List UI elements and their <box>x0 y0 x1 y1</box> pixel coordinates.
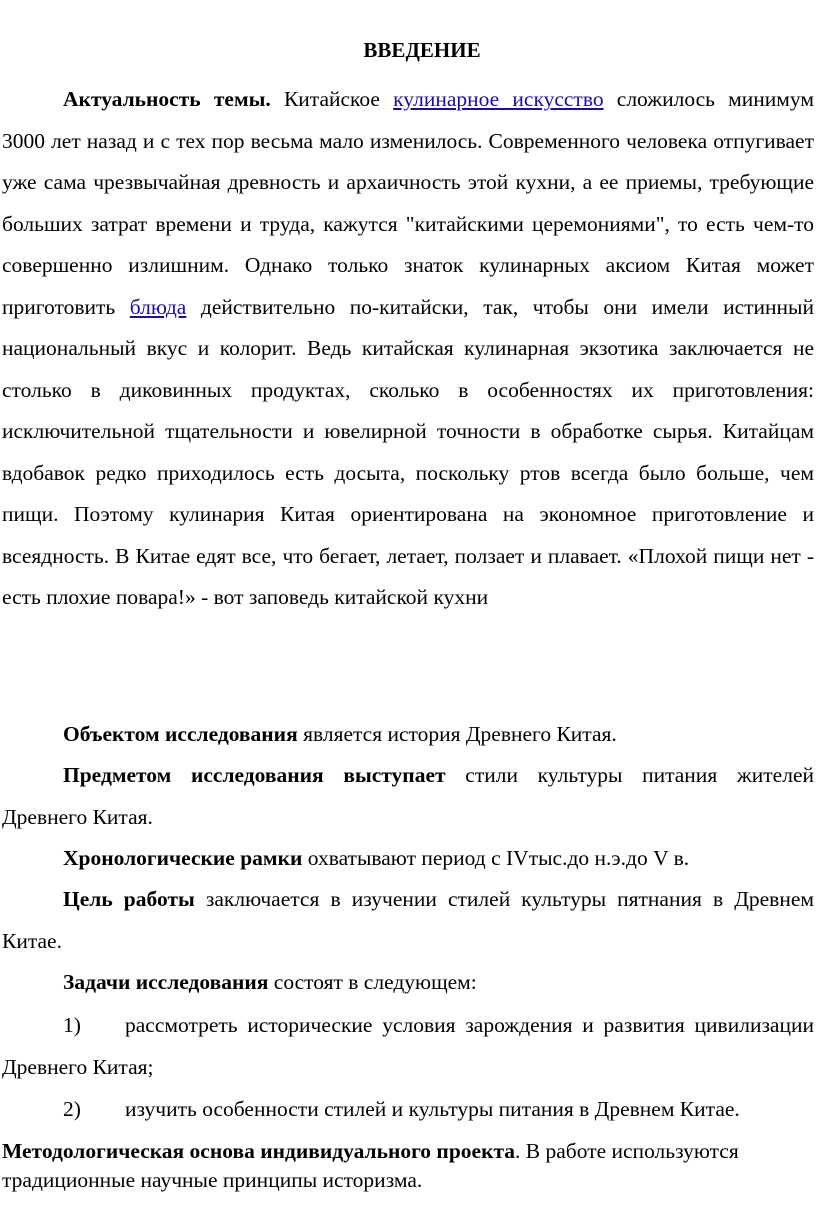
task-item-2 <box>2 1089 814 1131</box>
subject-heading: Предметом исследования выступает <box>63 763 446 787</box>
methodology-paragraph <box>2 1137 762 1195</box>
goal-heading: Цель работы <box>63 887 195 911</box>
chronology-paragraph <box>2 838 814 880</box>
relevance-text-3: действительно по-китайски, так, чтобы они имели истинный национальный вкус и колорит. Ведь китайская кулинарная экзотика заключается не столько в диковинных продуктах, сколько в особенностях их приготовления: исключительной тщательности и ювелирной точности в обработке сырья. Китайцам вдобавок редко приходилось есть досыта, поскольку ртов всегда было больше, чем пищи. Поэтому кулинария Китая ориентирована на экономное приготовление и всеядность. В Китае едят все, что бегает, летает, ползает и плавает. «Плохой пищи нет - есть плохие повара!» - вот заповедь китайской кухни <box>2 294 814 609</box>
goal-text: заключается в изучении стилей культуры пятнания в Древнем Китае. <box>2 887 814 953</box>
chronology-text: охватывают период с IVтыс.до н.э.до V в. <box>302 846 690 870</box>
methodology-text: . В работе используются традиционные научные принципы историзма. <box>2 1139 739 1192</box>
object-text: является история Древнего Китая. <box>297 722 617 746</box>
relevance-text-2: сложилось минимум 3000 лет назад и с тех пор весьма мало изменилось. Современного человека отпугивает уже сама чрезвычайная древность и архаичность этой кухни, а ее приемы, требующие больших затрат времени и труда, кажутся "китайскими церемониями", то есть чем-то совершенно излишним. Однако только знаток кулинарных аксиом Китая может приготовить <box>2 87 814 319</box>
relevance-heading: Актуальность темы. <box>63 87 271 111</box>
task-item-1 <box>2 1005 814 1088</box>
methodology-heading: Методологическая основа индивидуального проекта <box>2 1139 516 1163</box>
culinary-art-link[interactable]: кулинарное искусство <box>393 87 604 111</box>
goal-paragraph <box>2 879 814 962</box>
task-item-2-text: изучить особенности стилей и культуры питания в Древнем Китае. <box>125 1097 740 1121</box>
chronology-heading: Хронологические рамки <box>63 846 303 870</box>
relevance-paragraph <box>2 79 814 619</box>
relevance-text-1: Китайское <box>270 87 394 111</box>
object-paragraph <box>2 714 814 756</box>
task-item-1-text: рассмотреть исторические условия зарождения и развития цивилизации Древнего Китая; <box>2 1013 814 1079</box>
dishes-link[interactable]: блюда <box>129 294 187 319</box>
subject-paragraph <box>2 755 814 838</box>
page-title: ВВЕДЕНИЕ <box>363 38 481 62</box>
task-item-2-number: 2) <box>63 1097 81 1121</box>
tasks-text: состоят в следующем: <box>268 970 477 994</box>
tasks-paragraph <box>2 962 814 1004</box>
object-heading: Объектом исследования <box>63 722 298 746</box>
task-item-1-number: 1) <box>63 1013 81 1037</box>
tasks-heading: Задачи исследования <box>63 970 269 994</box>
subject-text: стили культуры питания жителей Древнего Китая. <box>2 763 814 829</box>
